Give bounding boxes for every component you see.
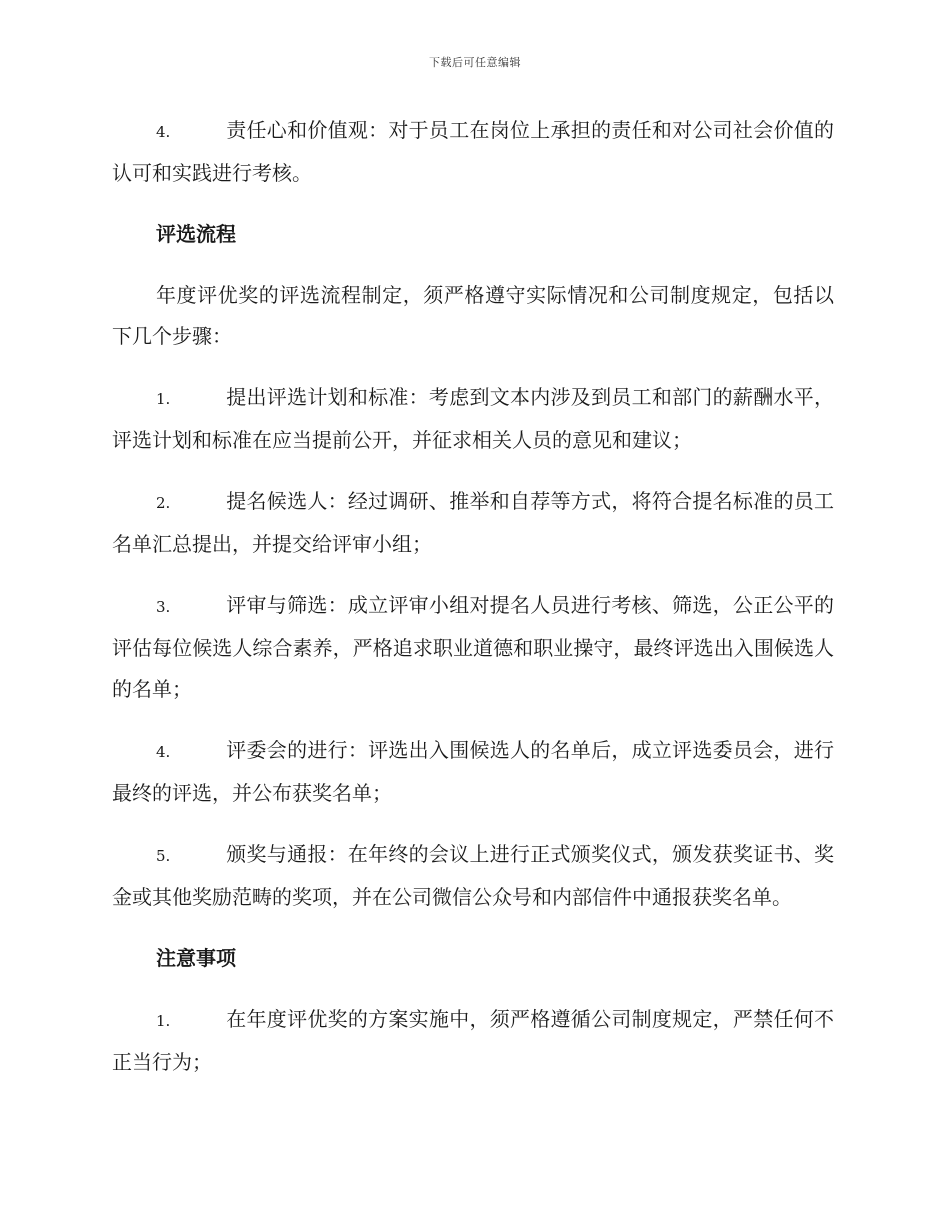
list-text: 责任心和价值观：对于员工在岗位上承担的责任和对公司社会价值的认可和实践进行考核。 [112,118,834,185]
list-item-compliance [112,999,834,1083]
list-item-plan-standards [112,377,834,461]
section-heading-notes: 注意事项 [156,946,236,970]
list-text: 评委会的进行：评选出入围候选人的名单后，成立评选委员会，进行最终的评选，并公布获奖名单； [112,738,834,805]
list-item-responsibility [112,110,834,194]
list-text: 在年度评优奖的方案实施中，须严格遵循公司制度规定，严禁任何不正当行为； [112,1007,834,1074]
list-item-review-screen [112,585,834,710]
list-item-nominate [112,481,834,565]
list-number: 1. [156,1012,171,1030]
section-heading-selection-process: 评选流程 [156,222,236,246]
paragraph-process-intro: 年度评优奖的评选流程制定，须严格遵守实际情况和公司制度规定，包括以下几个步骤： [112,283,834,348]
document-body [112,110,834,1103]
list-text: 颁奖与通报：在年终的会议上进行正式颁奖仪式，颁发获奖证书、奖金或其他奖励范畴的奖项，并在公司微信公众号和内部信件中通报获奖名单。 [112,842,834,909]
list-item-award-notice [112,834,834,918]
list-number: 2. [156,494,171,512]
list-number: 4. [156,743,171,761]
page-header: 下载后可任意编辑 [429,56,521,69]
list-number: 3. [156,598,171,616]
list-number: 5. [156,847,171,865]
list-text: 提名候选人：经过调研、推举和自荐等方式，将符合提名标准的员工名单汇总提出，并提交给评审小组； [112,489,834,556]
list-text: 评审与筛选：成立评审小组对提名人员进行考核、筛选，公正公平的评估每位候选人综合素养，严格追求职业道德和职业操守，最终评选出入围候选人的名单； [112,593,834,701]
list-item-committee [112,730,834,814]
list-number: 4. [156,123,171,141]
list-text: 提出评选计划和标准：考虑到文本内涉及到员工和部门的薪酬水平，评选计划和标准在应当提前公开，并征求相关人员的意见和建议； [112,385,834,452]
list-number: 1. [156,390,171,408]
